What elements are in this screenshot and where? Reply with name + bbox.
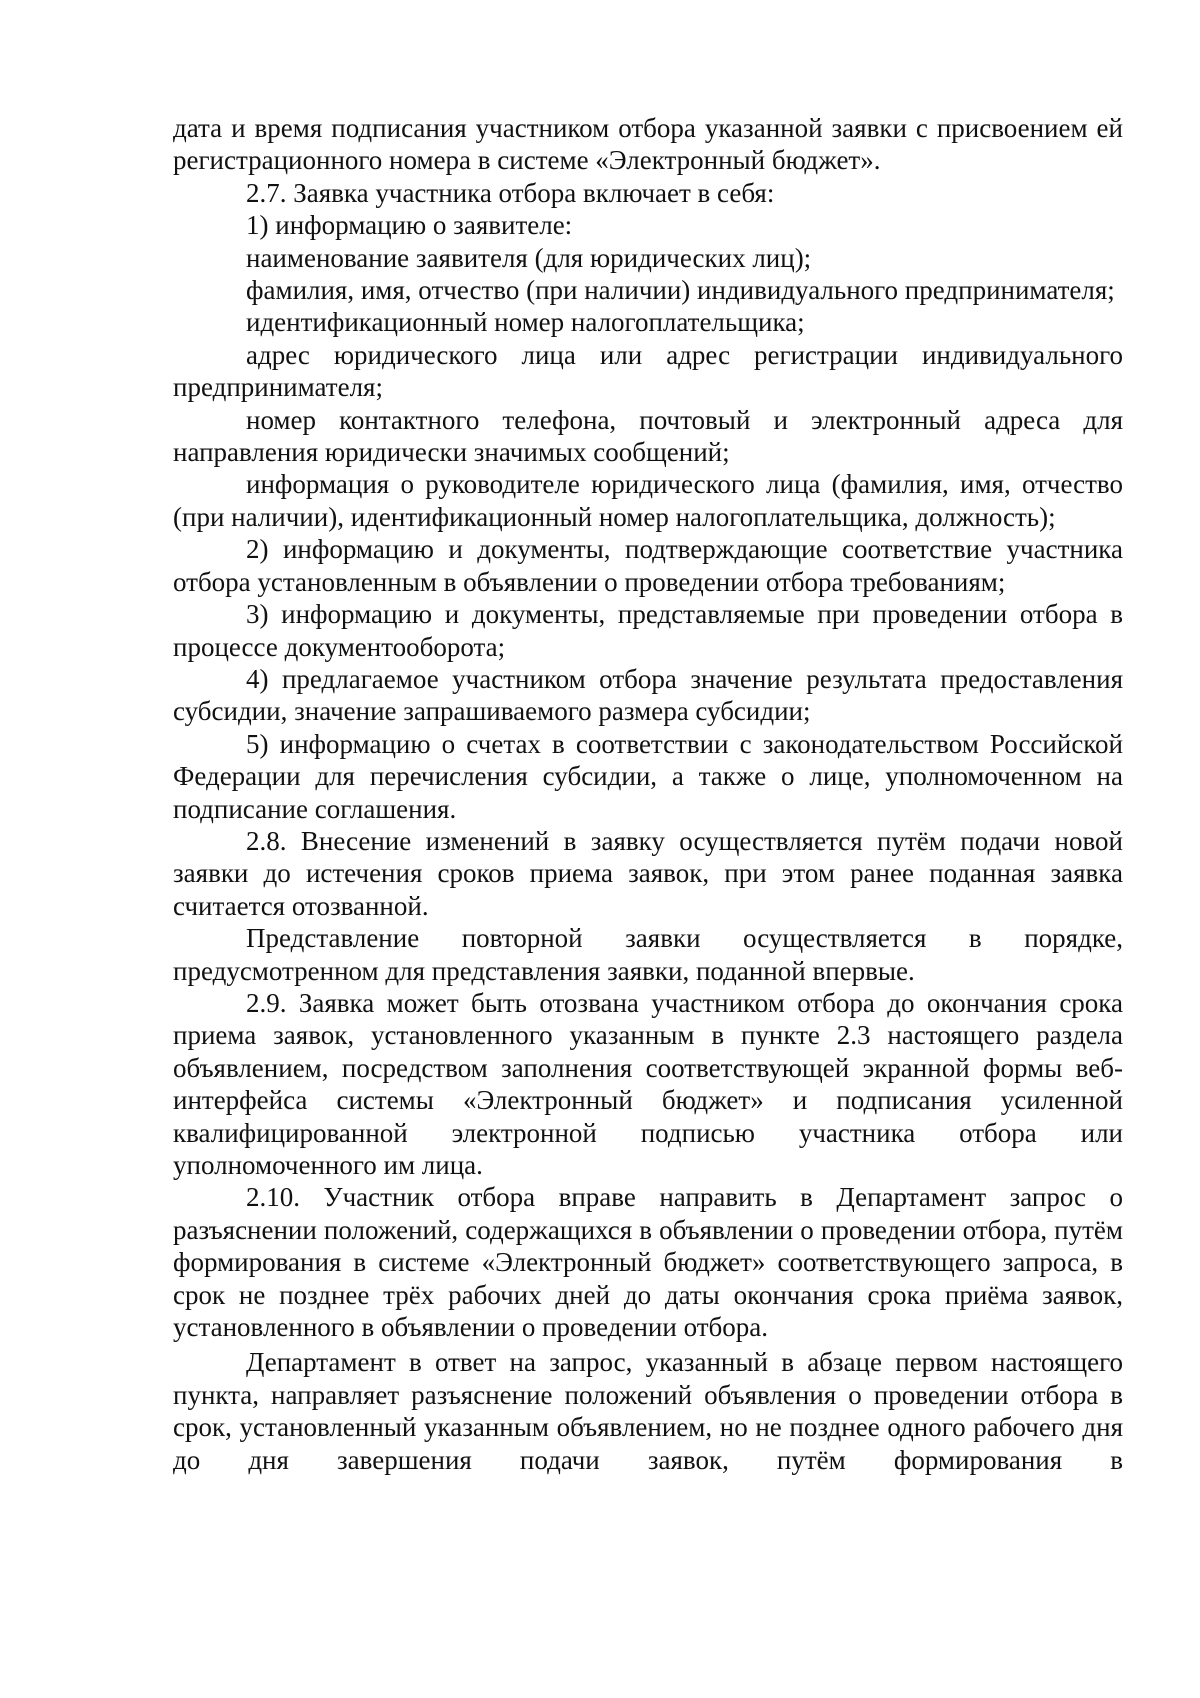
paragraph-contacts: номер контактного телефона, почтовый и электронный адреса для направления юридически значимых сообщений; xyxy=(173,404,1123,468)
paragraph-item-3: 3) информацию и документы, представляемые при проведении отбора в процессе документооборота; xyxy=(173,599,1123,662)
paragraph-applicant-name: наименование заявителя (для юридических лиц); xyxy=(246,242,812,273)
paragraph-2-8: 2.8. Внесение изменений в заявку осуществляется путём подачи новой заявки до истечения сроков приема заявок, при этом ранее поданная заявка считается отозванной. xyxy=(173,825,1123,921)
paragraph-address: адрес юридического лица или адрес регистрации индивидуального предпринимателя; xyxy=(173,339,1123,403)
paragraph-signing-date: дата и время подписания участником отбора указанной заявки с присвоением ей регистрационного номера в системе «Электронный бюджет». xyxy=(173,113,1123,176)
paragraph-2-9: 2.9. Заявка может быть отозвана участником отбора до окончания срока приема заявок, установленного указанным в пункте 2.3 настоящего раздела объявлением, посредством заполнения соответствующей экранной формы веб-интерфейса системы «Электронный бюджет» и подписания усиленной квалифицированной электронной подписью участника отбора или уполномоченного им лица. xyxy=(173,987,1123,1180)
paragraph-item-4: 4) предлагаемое участником отбора значение результата предоставления субсидии, значение запрашиваемого размера субсидии; xyxy=(173,663,1123,727)
document-body xyxy=(173,112,1123,1476)
paragraph-item-1: 1) информацию о заявителе: xyxy=(246,210,573,241)
paragraph-2-10: 2.10. Участник отбора вправе направить в Департамент запрос о разъяснении положений, содержащихся в объявлении о проведении отбора, путём формирования в системе «Электронный бюджет» соответствующего запроса, в срок не позднее трёх рабочих дней до даты окончания срока приёма заявок, установленного в объявлении о проведении отбора. xyxy=(173,1182,1123,1343)
paragraph-head-info: информация о руководителе юридического лица (фамилия, имя, отчество (при наличии), идентификационный номер налогоплательщика, должность); xyxy=(173,469,1123,532)
paragraph-item-5: 5) информацию о счетах в соответствии с законодательством Российской Федерации для перечисления субсидии, а также о лице, уполномоченном на подписание соглашения. xyxy=(173,728,1123,824)
paragraph-department-response: Департамент в ответ на запрос, указанный в абзаце первом настоящего пункта, направляет разъяснение положений объявления о проведении отбора в срок, установленный указанным объявлением, но не позднее одного рабочего дня до дня завершения подачи заявок, путём формирования в xyxy=(173,1347,1123,1475)
paragraph-resubmission: Представление повторной заявки осуществляется в порядке, предусмотренном для представления заявки, поданной впервые. xyxy=(173,923,1123,986)
paragraph-full-name: фамилия, имя, отчество (при наличии) индивидуального предпринимателя; xyxy=(246,275,1115,306)
paragraph-item-2: 2) информацию и документы, подтверждающие соответствие участника отбора установленным в объявлении о проведении отбора требованиям; xyxy=(173,534,1123,597)
paragraph-tax-id: идентификационный номер налогоплательщика; xyxy=(246,307,805,338)
paragraph-2-7-heading: 2.7. Заявка участника отбора включает в себя: xyxy=(246,177,775,208)
